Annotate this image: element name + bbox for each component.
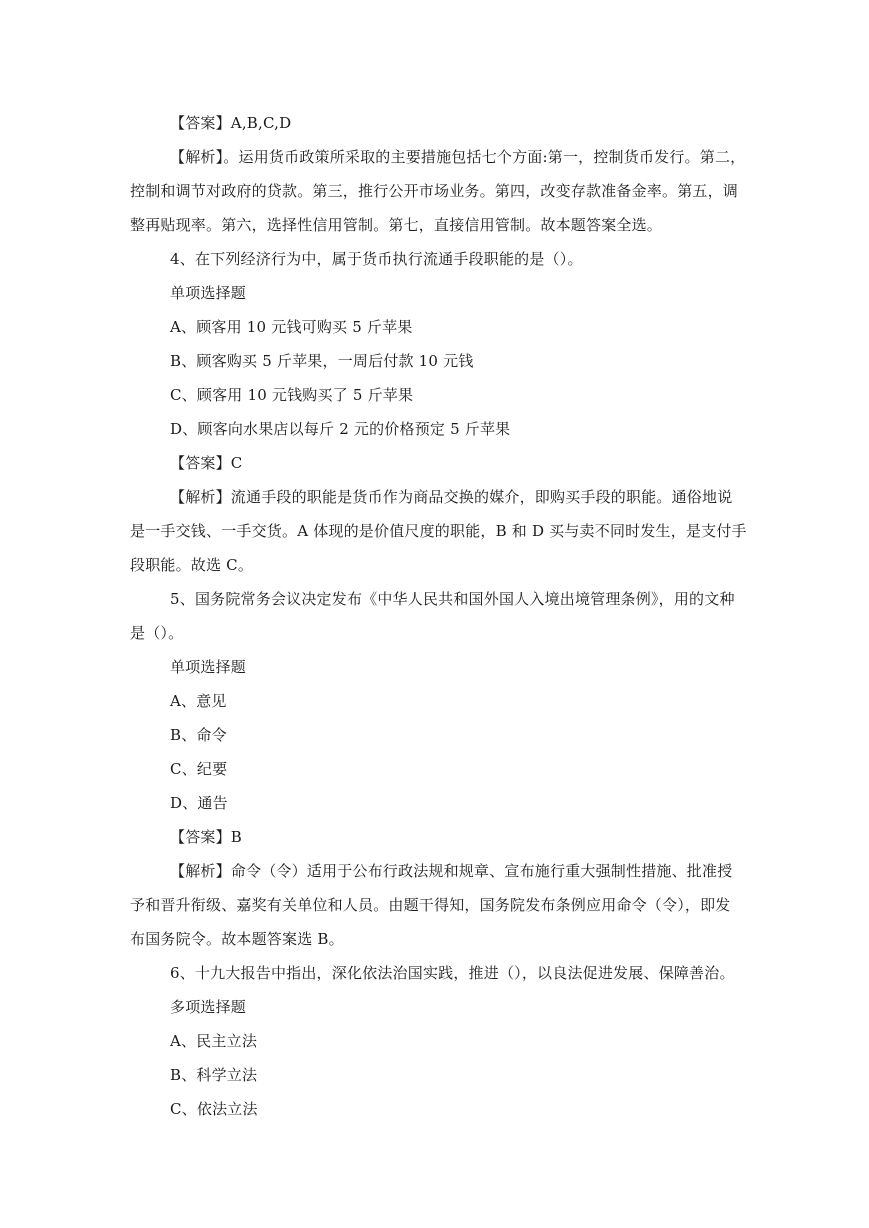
option-d: D、通告 <box>170 794 228 812</box>
explanation-line: 予和晋升衔级、嘉奖有关单位和人员。由题干得知，国务院发布条例应用命令（令），即发 <box>130 896 731 914</box>
explanation-line: 控制和调节对政府的贷款。第三，推行公开市场业务。第四，改变存款准备金率。第五，调 <box>130 182 739 200</box>
question-type: 单项选择题 <box>170 284 247 302</box>
explanation-line: 【解析】流通手段的职能是货币作为商品交换的媒介，即购买手段的职能。通俗地说 <box>170 488 733 506</box>
answer-line: 【答案】B <box>170 828 243 846</box>
option-c: C、顾客用 10 元钱购买了 5 斤苹果 <box>170 386 414 404</box>
option-d: D、顾客向水果店以每斤 2 元的价格预定 5 斤苹果 <box>170 420 511 438</box>
option-a: A、意见 <box>170 692 227 710</box>
question-4: 4、在下列经济行为中，属于货币执行流通手段职能的是（）。 <box>170 250 583 268</box>
explanation-line: 布国务院令。故本题答案选 B。 <box>130 930 344 948</box>
option-b: B、科学立法 <box>170 1066 258 1084</box>
option-a: A、顾客用 10 元钱可购买 5 斤苹果 <box>170 318 413 336</box>
explanation-line: 【解析】命令（令）适用于公布行政法规和规章、宣布施行重大强制性措施、批准授 <box>170 862 733 880</box>
answer-line: 【答案】A,B,C,D <box>170 114 292 132</box>
explanation-line: 是一手交钱、一手交货。A 体现的是价值尺度的职能，B 和 D 买与卖不同时发生，是支付手 <box>130 522 747 540</box>
explanation-line: 段职能。故选 C。 <box>130 556 254 574</box>
question-type: 多项选择题 <box>170 998 247 1016</box>
explanation-line: 【解析】。运用货币政策所采取的主要措施包括七个方面:第一，控制货币发行。第二， <box>170 148 746 166</box>
option-a: A、民主立法 <box>170 1032 258 1050</box>
question-5-continued: 是（）。 <box>130 624 184 642</box>
answer-line: 【答案】C <box>170 454 243 472</box>
option-b: B、命令 <box>170 726 227 744</box>
question-type: 单项选择题 <box>170 658 247 676</box>
question-5: 5、国务院常务会议决定发布《中华人民共和国外国人入境出境管理条例》，用的文种 <box>170 590 735 608</box>
option-c: C、纪要 <box>170 760 228 778</box>
question-6: 6、十九大报告中指出，深化依法治国实践，推进（），以良法促进发展、保障善治。 <box>170 964 735 982</box>
option-b: B、顾客购买 5 斤苹果，一周后付款 10 元钱 <box>170 352 474 370</box>
option-c: C、依法立法 <box>170 1100 258 1118</box>
explanation-line: 整再贴现率。第六，选择性信用管制。第七，直接信用管制。故本题答案全选。 <box>130 216 663 234</box>
